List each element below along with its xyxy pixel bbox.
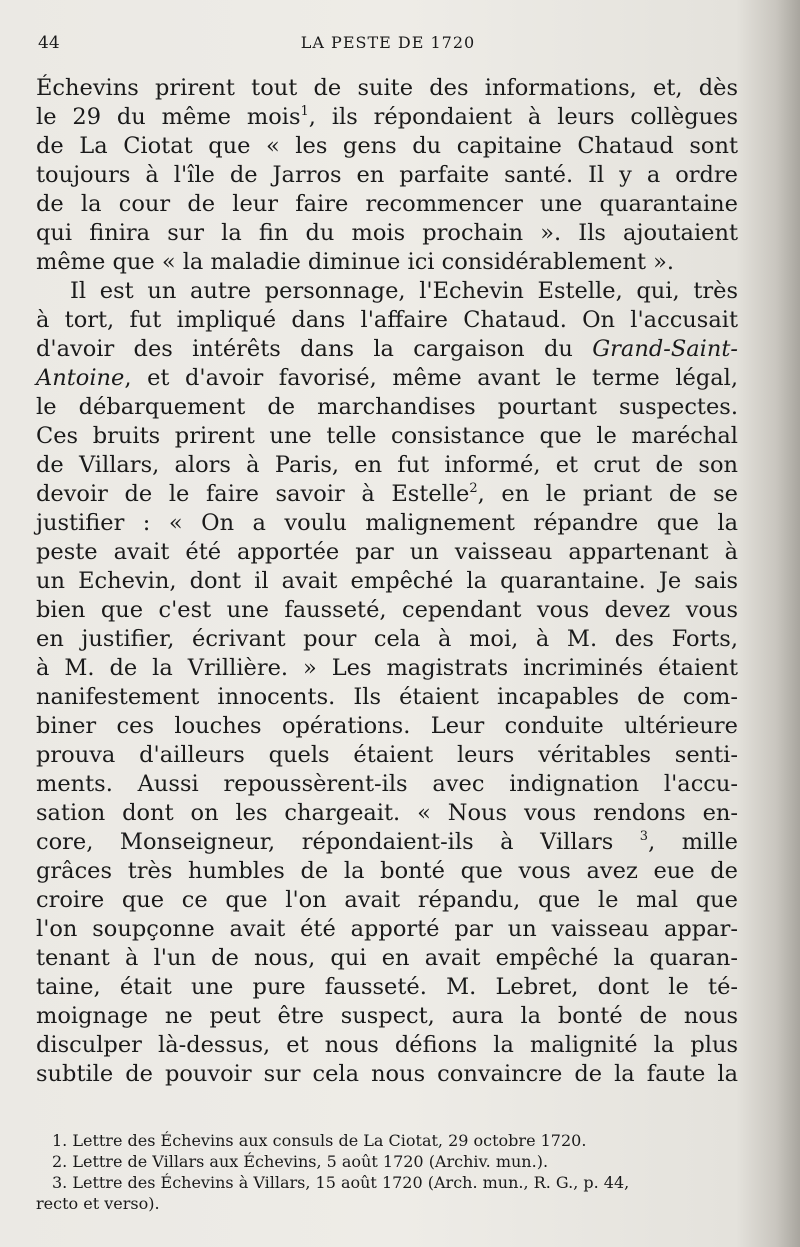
line-text: à M. de la Vrillière. » Les magistrats incriminés étaient xyxy=(36,655,738,681)
text-line xyxy=(36,944,738,973)
line-text: devoir de le faire savoir à Estelle xyxy=(36,481,470,507)
text-line xyxy=(36,335,738,364)
line-text: subtile de pouvoir sur cela nous convaincre de la faute la xyxy=(36,1061,738,1087)
line-text: , et d'avoir favorisé, même avant le terme légal, xyxy=(124,365,738,391)
line-text: ments. Aussi repoussèrent-ils avec indignation l'accu- xyxy=(36,771,738,797)
text-line xyxy=(36,538,738,567)
footnote: 2. Lettre de Villars aux Échevins, 5 août 1720 (Archiv. mun.). xyxy=(52,1152,549,1171)
text-line xyxy=(36,596,738,625)
line-text: en justifier, écrivant pour cela à moi, à M. des Forts, xyxy=(36,626,738,652)
line-text: taine, était une pure fausseté. M. Lebret, dont le té- xyxy=(36,974,738,1000)
text-line xyxy=(36,451,738,480)
footnotes xyxy=(36,1130,748,1214)
text-line xyxy=(36,886,738,915)
line-text: nanifestement innocents. Ils étaient incapables de com- xyxy=(36,684,738,710)
line-text: disculper là-dessus, et nous défions la malignité la plus xyxy=(36,1032,738,1058)
text-line xyxy=(36,480,738,509)
line-text: biner ces louches opérations. Leur conduite ultérieure xyxy=(36,713,738,739)
page-header xyxy=(38,33,738,55)
text-line xyxy=(36,74,738,103)
line-text: à tort, fut impliqué dans l'affaire Chataud. On l'accusait xyxy=(36,307,738,333)
line-text: , en le priant de se xyxy=(477,481,738,507)
line-text: prouva d'ailleurs quels étaient leurs véritables senti- xyxy=(36,742,738,768)
text-line xyxy=(36,915,738,944)
text-line xyxy=(36,277,738,306)
text-line xyxy=(36,1060,738,1089)
line-text: bien que c'est une fausseté, cependant vous devez vous xyxy=(36,597,738,623)
text-line xyxy=(36,828,738,857)
line-text: le débarquement de marchandises pourtant suspectes. xyxy=(36,394,738,420)
line-text: sation dont on les chargeait. « Nous vous rendons en- xyxy=(36,800,738,826)
line-text: peste avait été apportée par un vaisseau appartenant à xyxy=(36,539,738,565)
text-line xyxy=(36,741,738,770)
line-text: d'avoir des intérêts dans la cargaison du xyxy=(36,336,593,362)
line-text: le 29 du même mois xyxy=(36,104,301,130)
line-text: l'on soupçonne avait été apporté par un vaisseau appar- xyxy=(36,916,738,942)
line-text: même que « la maladie diminue ici considérablement ». xyxy=(36,249,675,275)
text-line xyxy=(36,683,738,712)
line-text: justifier : « On a voulu malignement répandre que la xyxy=(36,510,738,536)
footnote: 1. Lettre des Échevins aux consuls de La Ciotat, 29 octobre 1720. xyxy=(52,1131,587,1150)
line-text: core, Monseigneur, répondaient-ils à Villars xyxy=(36,829,640,855)
text-line xyxy=(36,509,738,538)
running-title: LA PESTE DE 1720 xyxy=(300,33,476,52)
line-text: croire que ce que l'on avait répandu, que le mal que xyxy=(36,887,738,913)
line-text: de Villars, alors à Paris, en fut informé, et crut de son xyxy=(36,452,738,478)
text-line xyxy=(36,973,738,1002)
line-text: Il est un autre personnage, l'Echevin Estelle, qui, très xyxy=(70,278,738,304)
footnote-ref: 2 xyxy=(469,481,478,496)
footnote: 3. Lettre des Échevins à Villars, 15 août 1720 (Arch. mun., R. G., p. 44, xyxy=(52,1173,630,1192)
text-line xyxy=(36,190,738,219)
text-line xyxy=(36,248,738,277)
text-line xyxy=(36,1002,738,1031)
text-line xyxy=(36,712,738,741)
footnote: recto et verso). xyxy=(36,1194,160,1213)
text-line xyxy=(36,857,738,886)
body-text xyxy=(36,74,738,1089)
line-text: tenant à l'un de nous, qui en avait empêché la quaran- xyxy=(36,945,738,971)
line-text: moignage ne peut être suspect, aura la bonté de nous xyxy=(36,1003,738,1029)
line-text: grâces très humbles de la bonté que vous avez eue de xyxy=(36,858,738,884)
footnote-ref: 1 xyxy=(300,104,309,119)
line-text: Ces bruits prirent une telle consistance que le maréchal xyxy=(36,423,738,449)
line-text: , mille xyxy=(648,829,739,855)
text-line xyxy=(36,393,738,422)
text-line xyxy=(36,654,738,683)
text-line xyxy=(36,103,738,132)
line-text: de La Ciotat que « les gens du capitaine Chataud sont xyxy=(36,133,738,159)
text-line xyxy=(36,161,738,190)
line-text: Échevins prirent tout de suite des informations, et, dès xyxy=(36,75,738,101)
line-text: qui finira sur la fin du mois prochain ». Ils ajoutaient xyxy=(36,220,738,246)
text-line xyxy=(36,132,738,161)
text-line xyxy=(36,625,738,654)
line-text: de la cour de leur faire recommencer une quarantaine xyxy=(36,191,738,217)
text-line xyxy=(36,422,738,451)
text-line xyxy=(36,306,738,335)
text-line xyxy=(36,219,738,248)
line-text: , ils répondaient à leurs collègues xyxy=(308,104,738,130)
page-number: 44 xyxy=(38,33,60,53)
text-line xyxy=(36,364,738,393)
text-line xyxy=(36,1031,738,1060)
line-text: un Echevin, dont il avait empêché la quarantaine. Je sais xyxy=(36,568,738,594)
italic-text: Grand-Saint- xyxy=(592,336,738,362)
text-line xyxy=(36,799,738,828)
footnote-ref: 3 xyxy=(639,829,649,844)
text-line xyxy=(36,770,738,799)
line-text: toujours à l'île de Jarros en parfaite santé. Il y a ordre xyxy=(36,162,738,188)
text-line xyxy=(36,567,738,596)
italic-text: Antoine xyxy=(36,365,125,391)
